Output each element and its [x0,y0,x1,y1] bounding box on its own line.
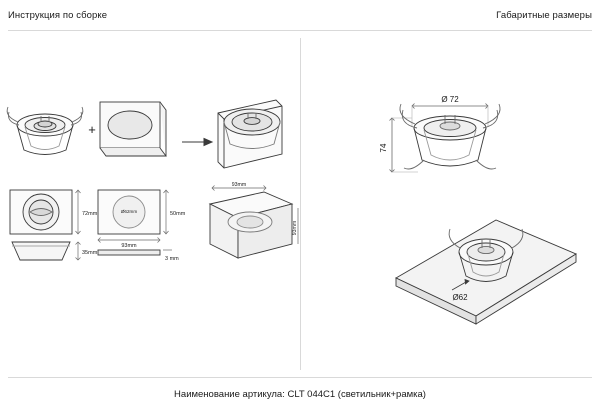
dim-frame-width [98,238,160,243]
header-divider [8,30,592,31]
dim-height-74 [390,118,419,172]
dim-diameter-bottom-label: Ø62 [452,293,468,302]
dim-frame-width-label: 93mm [121,243,137,249]
view-isometric-fixture [210,192,292,258]
footer-divider [8,377,592,378]
dim-lamp-height [164,190,169,234]
dim-plate-edge-label: 3 mm [165,256,179,262]
right-dimension-top-view [300,76,600,196]
mounting-plate-iso [396,220,576,324]
assembly-plus-symbol: + [88,122,96,137]
view-plate-edge [98,250,160,255]
assembly-diagram [0,80,300,190]
header-left-title: Инструкция по сборке [8,10,108,21]
assembly-step3-assembled [218,100,282,168]
dim-height-74-label: 74 [379,143,388,153]
dim-inner-circle-label: Ø62mm [120,209,138,214]
dim-lamp-depth-label: 72mm [82,211,98,217]
left-dimension-views [0,182,300,292]
dim-diameter-top-label: Ø 72 [441,95,459,104]
dim-lamp-height-label: 50mm [170,211,186,217]
dim-plate-thickness-label: 35mm [82,250,98,256]
view-front-circle [10,190,72,234]
view-side-profile [12,242,70,260]
right-dimension-iso-view [300,196,600,326]
dim-plate-thickness [76,242,81,260]
dim-iso-height-label: 93mm [292,220,298,236]
fixture-3d-top [400,104,500,169]
assembly-arrow [182,139,212,146]
header-right-title: Габаритные размеры [496,10,592,21]
assembly-step1-fixture [7,107,83,155]
dim-iso-width-label: 93mm [231,182,247,188]
assembly-step2-frame [100,102,166,156]
dim-lamp-depth [76,190,81,234]
article-caption: Наименование артикула: CLT 044C1 (светильник+рамка) [174,389,426,400]
